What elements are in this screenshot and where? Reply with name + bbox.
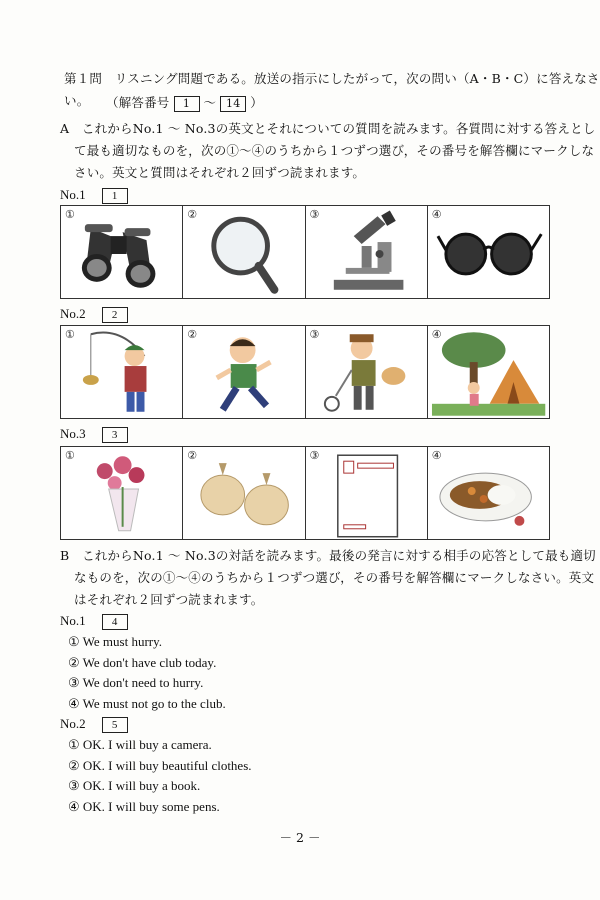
b2-option-1[interactable]: ① OK. I will buy a camera. [68, 737, 212, 752]
a-question-3-choices [60, 446, 550, 540]
section-b-line-2: なものを，次の①〜④のうちから１つずつ選び，その番号を解答欄にマークしなさい。英文 [74, 570, 595, 585]
b2-option-2[interactable]: ② OK. I will buy beautiful clothes. [68, 758, 252, 773]
range-start-box: 1 [174, 96, 200, 112]
answer-number-box: 1 [102, 188, 128, 204]
choice-4[interactable] [428, 447, 549, 539]
answer-number-range [106, 92, 263, 114]
choice-number: ④ [431, 328, 442, 341]
b2-option-3[interactable]: ③ OK. I will buy a book. [68, 778, 201, 793]
question-label: No.2 [60, 716, 86, 731]
sunglasses-icon [428, 206, 549, 298]
choice-1[interactable] [61, 447, 183, 539]
b1-option-4[interactable]: ④ We must not go to the club. [68, 696, 226, 711]
a-question-1-label [60, 187, 132, 204]
question-label: No.3 [60, 426, 86, 441]
choice-2[interactable] [183, 447, 305, 539]
microscope-icon [306, 206, 427, 298]
binoculars-icon [61, 206, 182, 298]
answer-number-box: 3 [102, 427, 128, 443]
answer-number-box: 4 [102, 614, 128, 630]
flower-bouquet-icon [61, 447, 182, 539]
b1-option-2[interactable]: ② We don't have club today. [68, 655, 217, 670]
section-a-line-3: さい。英文と質問はそれぞれ２回ずつ読まれます。 [74, 165, 366, 180]
postcard-icon [306, 447, 427, 539]
answer-number-box: 2 [102, 307, 128, 323]
a-question-1-choices [60, 205, 550, 299]
choice-number: ① [65, 208, 75, 221]
choice-4[interactable] [428, 206, 549, 298]
range-tilde: 〜 [203, 95, 217, 110]
section-b-line-1: B これからNo.1 〜 No.3の対話を読みます。最後の発言に対する相手の応答として最も適切 [60, 548, 596, 563]
choice-3[interactable] [306, 326, 428, 418]
range-prefix: （解答番号 [106, 95, 170, 110]
fishing-boy-icon [61, 326, 182, 418]
choice-number: ① [65, 449, 75, 462]
choice-number: ③ [309, 449, 320, 462]
b1-option-3[interactable]: ③ We don't need to hurry. [68, 675, 204, 690]
a-question-2-choices [60, 325, 550, 419]
problem-title: 第１問 リスニング問題である。放送の指示にしたがって，次の問い（A・B・C）に答えなさい。 [64, 71, 600, 108]
onions-icon [183, 447, 304, 539]
choice-number: ③ [309, 208, 320, 221]
b-question-1-label [60, 613, 132, 630]
choice-3[interactable] [306, 206, 428, 298]
choice-2[interactable] [183, 206, 305, 298]
range-end-box: 14 [220, 96, 246, 112]
b-question-2-label [60, 716, 132, 733]
bug-catching-man-icon [306, 326, 427, 418]
section-a-line-2: て最も適切なものを，次の①〜④のうちから１つずつ選び，その番号を解答欄にマークしな [74, 143, 595, 158]
answer-number-box: 5 [102, 717, 128, 733]
section-b-line-3: はそれぞれ２回ずつ読まれます。 [74, 592, 264, 607]
choice-number: ① [65, 328, 75, 341]
question-label: No.1 [60, 187, 86, 202]
choice-1[interactable] [61, 326, 183, 418]
choice-number: ④ [431, 449, 442, 462]
choice-number: ② [187, 328, 198, 341]
b1-option-1[interactable]: ① We must hurry. [68, 634, 163, 649]
b2-option-4[interactable]: ④ OK. I will buy some pens. [68, 799, 220, 814]
choice-number: ② [187, 449, 198, 462]
choice-1[interactable] [61, 206, 183, 298]
camping-tent-icon [428, 326, 549, 418]
range-suffix: ） [250, 95, 263, 110]
choice-2[interactable] [183, 326, 305, 418]
section-a-line-1: A これからNo.1 〜 No.3の英文とそれについての質問を読みます。各質問に対する答えとし [60, 121, 596, 136]
a-question-3-label [60, 426, 132, 443]
magnifying-glass-icon [183, 206, 304, 298]
a-question-2-label [60, 306, 132, 323]
curry-rice-icon [428, 447, 549, 539]
question-label: No.2 [60, 306, 86, 321]
choice-number: ④ [431, 208, 442, 221]
question-label: No.1 [60, 613, 86, 628]
page-number: － 2 － [279, 830, 321, 845]
choice-4[interactable] [428, 326, 549, 418]
running-boy-icon [183, 326, 304, 418]
choice-3[interactable] [306, 447, 428, 539]
choice-number: ③ [309, 328, 320, 341]
choice-number: ② [187, 208, 198, 221]
